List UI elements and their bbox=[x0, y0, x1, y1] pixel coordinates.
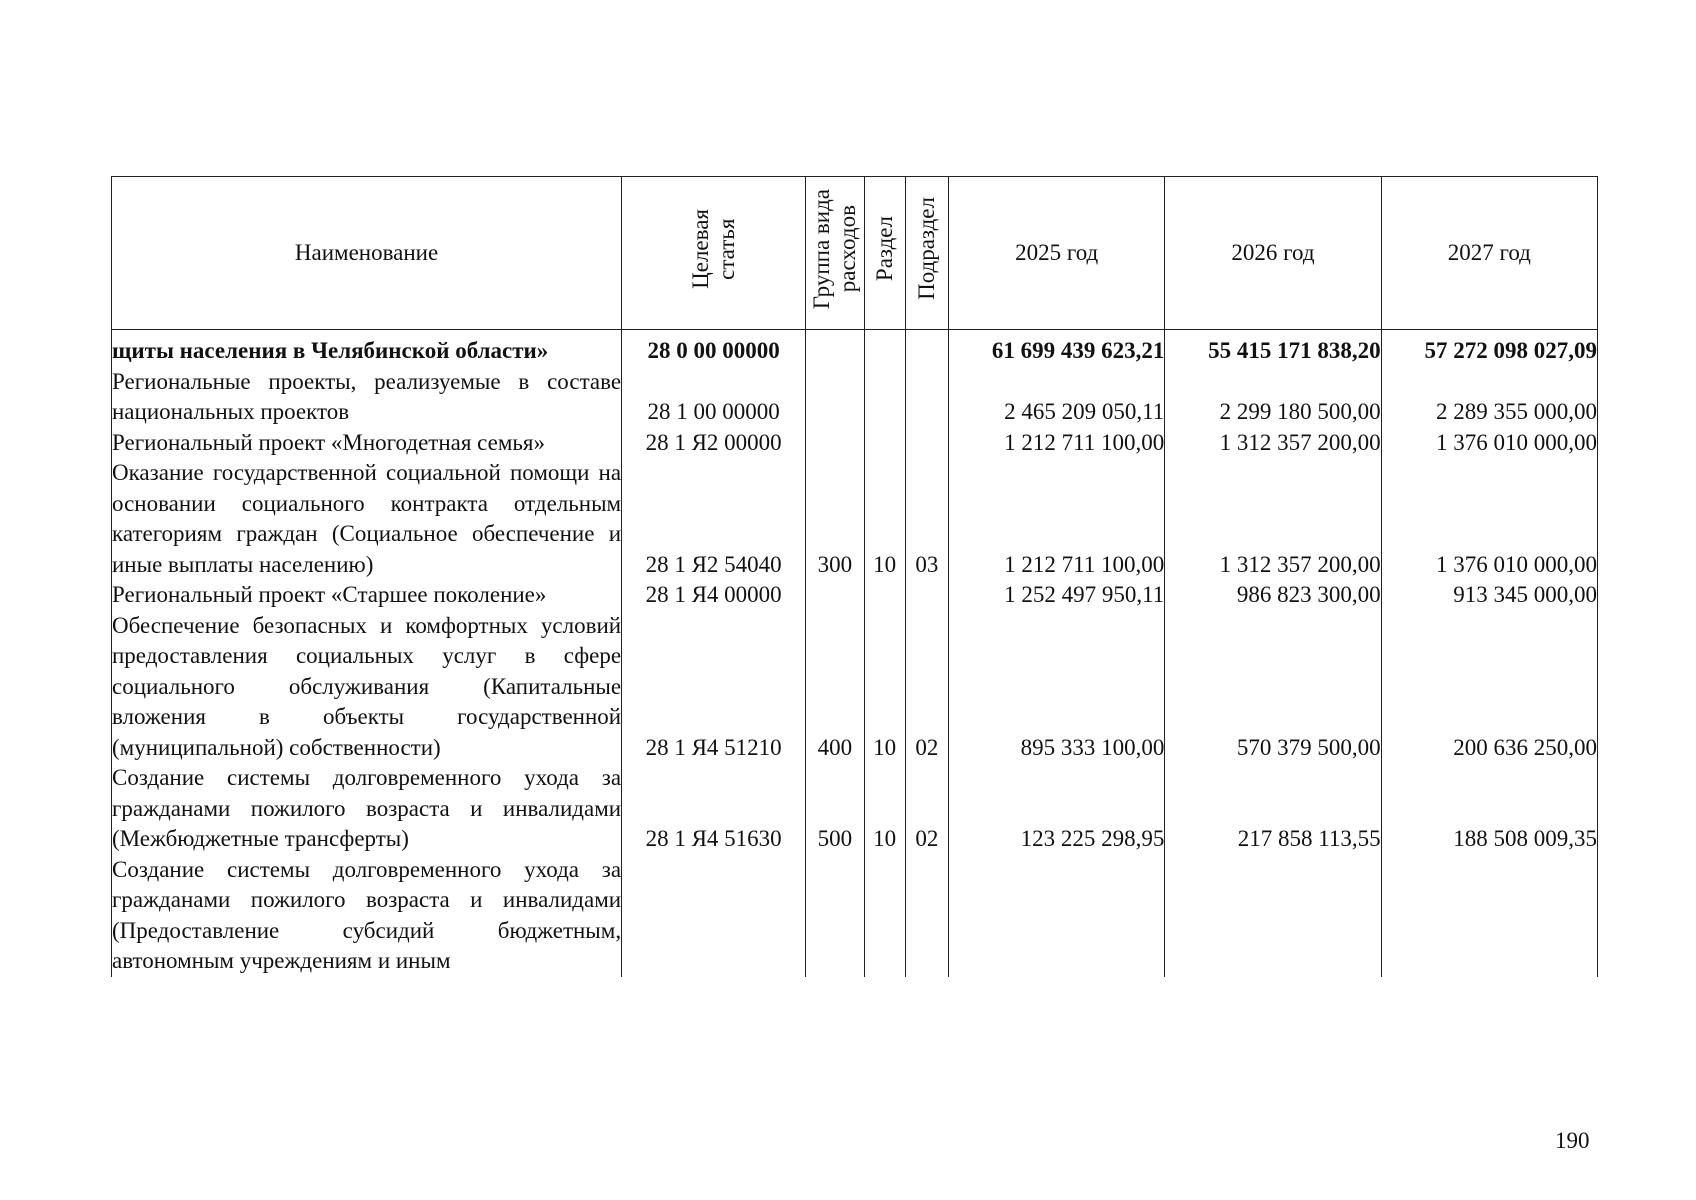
row-subsection: 02 bbox=[905, 763, 948, 855]
row-name: Региональные проекты, реализуемые в составе национальных проектов bbox=[112, 367, 622, 428]
table-row bbox=[112, 763, 1598, 855]
row-section: 10 bbox=[864, 458, 905, 580]
row-code bbox=[622, 855, 806, 977]
header-target bbox=[622, 177, 806, 330]
row-2027: 188 508 009,35 bbox=[1381, 763, 1597, 855]
row-2025: 2 465 209 050,11 bbox=[949, 367, 1165, 428]
row-group bbox=[806, 367, 864, 428]
row-group bbox=[806, 855, 864, 977]
header-2026: 2026 год bbox=[1165, 177, 1381, 330]
row-name: Региональный проект «Многодетная семья» bbox=[112, 428, 622, 459]
table-row bbox=[112, 611, 1598, 764]
row-2025 bbox=[949, 855, 1165, 977]
row-name: Оказание государственной социальной помощи на основании социального контракта отдельным категориям граждан (Социальное обеспечение и иные выплаты населению) bbox=[112, 458, 622, 580]
row-2025: 123 225 298,95 bbox=[949, 763, 1165, 855]
row-name: Обеспечение безопасных и комфортных условий предоставления социальных услуг в сфере социального обслуживания (Капитальные вложения в объекты государственной (муниципальной) собственности) bbox=[112, 611, 622, 764]
table-row bbox=[112, 458, 1598, 580]
row-2025: 895 333 100,00 bbox=[949, 611, 1165, 764]
budget-table bbox=[111, 176, 1598, 977]
row-code: 28 1 Я2 54040 bbox=[622, 458, 806, 580]
row-2025: 61 699 439 623,21 bbox=[949, 330, 1165, 367]
row-2027: 2 289 355 000,00 bbox=[1381, 367, 1597, 428]
row-group bbox=[806, 580, 864, 611]
budget-table-container bbox=[111, 176, 1598, 1101]
header-target-line2: статья bbox=[713, 218, 739, 280]
row-group bbox=[806, 330, 864, 367]
row-subsection bbox=[905, 580, 948, 611]
header-subsection-text: Подраздел bbox=[913, 197, 939, 301]
row-2026: 986 823 300,00 bbox=[1165, 580, 1381, 611]
row-subsection bbox=[905, 330, 948, 367]
row-2027: 200 636 250,00 bbox=[1381, 611, 1597, 764]
header-group-line1: Группа вида bbox=[808, 188, 834, 309]
header-2027: 2027 год bbox=[1381, 177, 1597, 330]
row-2026: 55 415 171 838,20 bbox=[1165, 330, 1381, 367]
row-section: 10 bbox=[864, 611, 905, 764]
page-number: 190 bbox=[1555, 1128, 1590, 1153]
row-name: Региональный проект «Старшее поколение» bbox=[112, 580, 622, 611]
row-subsection bbox=[905, 367, 948, 428]
row-2026 bbox=[1165, 855, 1381, 977]
row-group: 300 bbox=[806, 458, 864, 580]
header-group bbox=[806, 177, 864, 330]
row-subsection bbox=[905, 855, 948, 977]
row-group: 400 bbox=[806, 611, 864, 764]
row-code: 28 1 00 00000 bbox=[622, 367, 806, 428]
row-2025: 1 212 711 100,00 bbox=[949, 428, 1165, 459]
header-subsection bbox=[905, 177, 948, 330]
row-2025: 1 252 497 950,11 bbox=[949, 580, 1165, 611]
row-2025: 1 212 711 100,00 bbox=[949, 458, 1165, 580]
table-row bbox=[112, 330, 1598, 367]
row-2026: 1 312 357 200,00 bbox=[1165, 428, 1381, 459]
row-name: Создание системы долговременного ухода за гражданами пожилого возраста и инвалидами (Межбюджетные трансферты) bbox=[112, 763, 622, 855]
table-row bbox=[112, 428, 1598, 459]
row-2026: 2 299 180 500,00 bbox=[1165, 367, 1381, 428]
row-2027: 913 345 000,00 bbox=[1381, 580, 1597, 611]
row-section bbox=[864, 428, 905, 459]
row-2026: 570 379 500,00 bbox=[1165, 611, 1381, 764]
header-name: Наименование bbox=[112, 177, 622, 330]
row-section bbox=[864, 330, 905, 367]
table-row bbox=[112, 367, 1598, 428]
row-subsection: 03 bbox=[905, 458, 948, 580]
header-target-line1: Целевая bbox=[687, 208, 713, 289]
row-subsection: 02 bbox=[905, 611, 948, 764]
row-2027 bbox=[1381, 855, 1597, 977]
row-group bbox=[806, 428, 864, 459]
row-code: 28 1 Я4 51630 bbox=[622, 763, 806, 855]
row-2026: 1 312 357 200,00 bbox=[1165, 458, 1381, 580]
row-code: 28 1 Я4 51210 bbox=[622, 611, 806, 764]
row-group: 500 bbox=[806, 763, 864, 855]
row-2027: 1 376 010 000,00 bbox=[1381, 428, 1597, 459]
row-code: 28 0 00 00000 bbox=[622, 330, 806, 367]
row-2026: 217 858 113,55 bbox=[1165, 763, 1381, 855]
table-header-row bbox=[112, 177, 1598, 330]
header-2025: 2025 год bbox=[949, 177, 1165, 330]
header-section-text: Раздел bbox=[871, 216, 897, 282]
header-group-line2: расходов bbox=[834, 205, 860, 293]
row-section bbox=[864, 855, 905, 977]
row-section bbox=[864, 580, 905, 611]
table-row bbox=[112, 855, 1598, 977]
row-name: щиты населения в Челябинской области» bbox=[112, 330, 622, 367]
row-code: 28 1 Я2 00000 bbox=[622, 428, 806, 459]
row-section: 10 bbox=[864, 763, 905, 855]
row-2027: 1 376 010 000,00 bbox=[1381, 458, 1597, 580]
row-section bbox=[864, 367, 905, 428]
row-subsection bbox=[905, 428, 948, 459]
row-code: 28 1 Я4 00000 bbox=[622, 580, 806, 611]
header-section bbox=[864, 177, 905, 330]
table-row bbox=[112, 580, 1598, 611]
row-name: Создание системы долговременного ухода за гражданами пожилого возраста и инвалидами (Предоставление субсидий бюджетным, автономным учреждениям и иным bbox=[112, 855, 622, 977]
row-2027: 57 272 098 027,09 bbox=[1381, 330, 1597, 367]
